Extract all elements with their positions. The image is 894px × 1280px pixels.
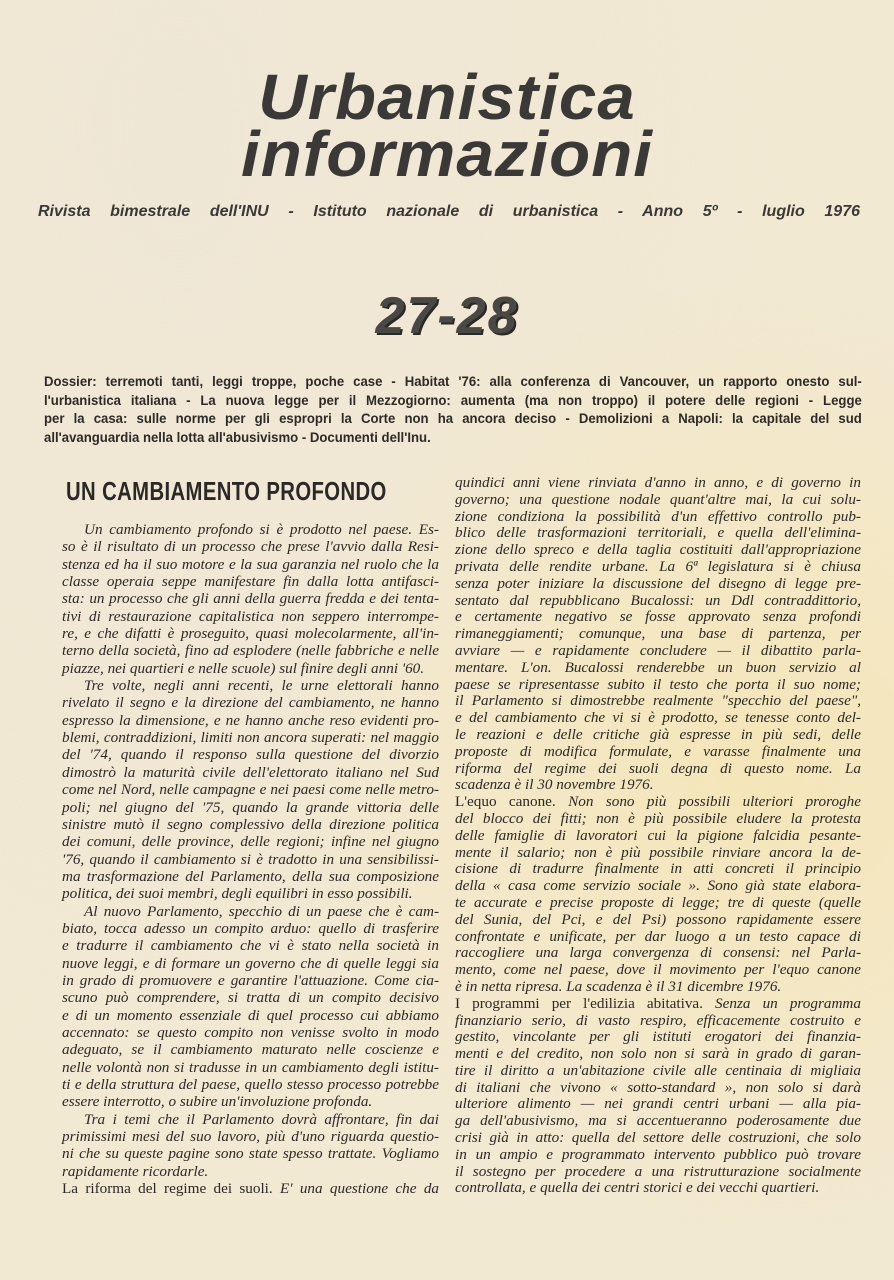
article-line-text: politica, dei suoi membri, degli equilibri in esso possibili. <box>62 885 413 903</box>
article-line <box>62 885 439 902</box>
article-line <box>62 521 439 538</box>
article-line-text: del blocco dei fitti; non è più possibile eludere la protesta <box>455 809 861 827</box>
dossier-line: all'avanguardia nella lotta all'abusivismo - Documenti dell'Inu. <box>44 428 431 445</box>
article-line <box>455 878 861 895</box>
article-line <box>62 903 439 920</box>
article-line-text: classe operaia seppe manifestare fin dalla lotta antifasci- <box>62 573 439 591</box>
article-line-text: '76, quando il cambiamento si è tradotto in una sensibilissi- <box>62 850 439 868</box>
article-line <box>62 1180 439 1197</box>
article-line-text: scadenza è il 30 novembre 1976. <box>455 776 654 794</box>
article-line-text: Tra i temi che il Parlamento dovrà affrontare, fin dai <box>84 1110 439 1128</box>
article-line <box>62 556 439 573</box>
article-line-text: rapidamente ricordarle. <box>62 1162 209 1180</box>
article-line <box>455 643 861 660</box>
article-line <box>455 559 861 576</box>
article-line <box>455 1046 861 1063</box>
article-line-text: e di un momento essenziale di quel processo cui abbiamo <box>62 1006 439 1024</box>
article-line <box>455 1063 861 1080</box>
article-line-text: il sostegno per procedere a una ristrutturazione socialmente <box>455 1162 861 1180</box>
article-line-text: ulteriore alimento — nei grandi centri urbani — alla pia- <box>455 1095 861 1113</box>
article-line <box>62 799 439 816</box>
masthead-subtitle: Rivista bimestrale dell'INU - Istituto nazionale di urbanistica - Anno 5º - luglio 1976 <box>38 203 860 220</box>
article-line <box>62 712 439 729</box>
article-line <box>455 1029 861 1046</box>
article-line-text: Non sono più possibili ulteriori proroghe <box>555 793 861 811</box>
article-line <box>455 761 861 778</box>
masthead-title-line1: Urbanistica <box>258 61 636 133</box>
dossier-summary <box>44 372 862 446</box>
article-line <box>455 811 861 828</box>
article-line <box>62 764 439 781</box>
article-line-text: raccogliere una larga convergenza di consensi: nel Parla- <box>455 944 861 962</box>
article-line <box>62 642 439 659</box>
article-line-text: rimaneggiamenti; comunque, una base di partenza, per <box>455 625 861 643</box>
article-line-text: senza poter iniziare la discussione del disegno di legge pre- <box>455 574 861 592</box>
article-line <box>62 1111 439 1128</box>
article-line-text: poli; nel giugno del '75, quando la grande vittoria delle <box>62 798 439 816</box>
article-line <box>455 945 861 962</box>
article-line-text: paese se ripresentasse subito il testo che porta il suo nome; <box>455 675 861 693</box>
article-line-text: piazze, nei quartieri e nelle scuole) sul finire degli anni '60. <box>62 659 425 677</box>
article-line-text: accennato: se questo compito non venisse svolto in modo <box>62 1023 439 1041</box>
article-line-text: sentato dal repubblicano Bucalossi: un Ddl contraddittorio, <box>455 591 861 609</box>
paragraph-lead-in: L'equo canone. <box>455 793 556 811</box>
article-line <box>62 538 439 555</box>
masthead-title-line2: informazioni <box>240 118 654 190</box>
article-line <box>455 777 861 794</box>
article-line <box>62 608 439 625</box>
article-line-text: Al nuovo Parlamento, specchio di un paese che è cam- <box>84 902 439 920</box>
article-line-text: blico delle trasformazioni territoriali, e quella dell'elimina- <box>455 524 861 542</box>
article-line-text: tivi di restaurazione capitalistica non seppero interrompe- <box>62 607 439 625</box>
article-line-text: scuno può comprendere, si tratta di un compito decisivo <box>62 989 439 1007</box>
article-right-column <box>455 475 861 1197</box>
article-line <box>455 962 861 979</box>
article-line <box>62 1093 439 1110</box>
article-line-text: delle famiglie di lavoratori cui la pigione falcidia pesante- <box>455 826 861 844</box>
dossier-line: Dossier: terremoti tanti, leggi troppe, poche case - Habitat '76: alla conferenza di Vancouver, un rapporto onesto sul- <box>44 373 862 389</box>
article-line-text: adeguato, se il cambiamento maturato nelle coscienze e <box>62 1041 439 1059</box>
article-line-text: proposte di modifica formulate, e varasse finalmente una <box>455 742 861 760</box>
article-line <box>62 677 439 694</box>
article-line <box>455 828 861 845</box>
article-line <box>455 845 861 862</box>
article-line-text: avviare — e rapidamente concludere — il dibattito parla- <box>455 641 861 659</box>
article-line-text: di italiani che vivono « sotto-standard », non solo si darà <box>455 1078 861 1096</box>
article-line-text: ni che su queste pagine sono state spesso trattate. Vogliamo <box>62 1145 439 1163</box>
article-line-text: e del cambiamento che vi si è prodotto, se tenesse conto del- <box>455 709 861 727</box>
article-line <box>455 1113 861 1130</box>
article-line <box>455 929 861 946</box>
article-line <box>62 868 439 885</box>
article-line-text: e tradurre il cambiamento che vi è stato nella società in <box>62 937 439 955</box>
article-line-text: espresso la dimensione, e ne hanno anche reso evidenti pro- <box>62 711 439 729</box>
article-line <box>62 1076 439 1093</box>
article-line <box>455 710 861 727</box>
article-line-text: zione dello spreco e della taglia costituiti dall'appropriazione <box>455 541 861 559</box>
article-line-text: come nel Nord, nelle campagne e nei paesi come nelle metro- <box>62 781 439 799</box>
article-line <box>62 1024 439 1041</box>
article-line <box>62 972 439 989</box>
article-line-text: tire il diritto a un'abitazione civile alle centinaia di migliaia <box>455 1061 861 1079</box>
article-line-text: dei comuni, delle province, delle regioni; infine nel giugno <box>62 833 439 851</box>
article-line <box>455 895 861 912</box>
article-line <box>455 979 861 996</box>
article-line <box>62 1128 439 1145</box>
article-line <box>455 1164 861 1181</box>
article-line-text: gestito, vincolante per gli istituti erogatori dei finanzia- <box>455 1028 861 1046</box>
dossier-line: l'urbanistica italiana - La nuova legge per il Mezzogiorno: aumenta (ma non troppo) il potere delle regioni - Legge <box>44 391 862 408</box>
article-line-text: mentare. L'on. Bucalossi renderebbe un buon servizio al <box>455 658 861 676</box>
article-line <box>455 609 861 626</box>
article-line-text: governo; una questione nodale quant'altre mai, la cui solu- <box>455 490 861 508</box>
article-line-text: crisi già in atto: quella del settore delle costruzioni, che solo <box>455 1129 861 1147</box>
article-line-text: cisione di tradurre finalmente in atti concreti il principio <box>455 860 861 878</box>
paragraph-lead-in: La riforma del regime dei suoli. <box>62 1180 273 1198</box>
article-line-text: mente il salario; non è più possibile rinviare ancora la de- <box>455 843 861 861</box>
article-line-text: te accurate e precise proposte di legge; tre di queste (quelle <box>455 893 861 911</box>
article-line <box>455 475 861 492</box>
article-line-text: so è il risultato di un processo che prese l'avvio dalla Resi- <box>62 538 439 556</box>
article-line <box>62 694 439 711</box>
article-line-text: E' una questione che da <box>272 1180 440 1198</box>
article-line-text: biato, tocca adesso un compito arduo: quello di trasferire <box>62 919 439 937</box>
article-line-text: zione condiziona la possibilità d'un effettivo controllo pub- <box>455 507 861 525</box>
article-line <box>62 920 439 937</box>
article-line <box>455 509 861 526</box>
article-line <box>62 1145 439 1162</box>
article-line-text: controllata, e quella dei centri storici e dei vecchi quartieri. <box>455 1179 820 1197</box>
article-line <box>62 660 439 677</box>
article-line <box>455 693 861 710</box>
article-line <box>455 1180 861 1197</box>
article-line-text: Un cambiamento profondo si è prodotto nel paese. Es- <box>84 521 439 538</box>
article-line <box>62 955 439 972</box>
article-line-text: ti e della struttura del paese, quello stesso processo potrebbe <box>62 1076 439 1093</box>
article-line <box>455 677 861 694</box>
article-line-text: sta: un processo che gli anni della guerra fredda e dei tenta- <box>62 590 439 608</box>
article-line <box>455 542 861 559</box>
article-line <box>455 626 861 643</box>
article-line <box>62 729 439 746</box>
article-line <box>455 794 861 811</box>
article-line <box>62 816 439 833</box>
article-line <box>62 1041 439 1058</box>
article-line <box>455 1096 861 1113</box>
paragraph-lead-in: I programmi per l'edilizia abitativa. <box>455 994 703 1012</box>
article-line-text: è in netta ripresa. La scadenza è il 31 dicembre 1976. <box>455 977 782 995</box>
article-line <box>455 1147 861 1164</box>
article-line <box>455 660 861 677</box>
article-line-text: Tre volte, negli anni recenti, le urne elettorali hanno <box>84 677 439 695</box>
article-line <box>455 576 861 593</box>
dossier-line: per la casa: sulle norme per gli espropri la Corte non ha ancora deciso - Demolizioni a Napoli: la capitale del sud <box>44 410 862 426</box>
article-line <box>62 625 439 642</box>
article-line-text: confrontate e unificate, per dar luogo a un testo capace di <box>455 927 861 945</box>
article-line <box>455 996 861 1013</box>
article-line-text: re, e che difatti è proseguito, quasi molecolarmente, all'in- <box>62 625 439 643</box>
article-line-text: nelle volontà non si tradusse in un cambiamento degli istitu- <box>62 1058 439 1076</box>
article-line <box>455 744 861 761</box>
article-line <box>455 593 861 610</box>
article-line <box>62 1059 439 1076</box>
article-line <box>455 525 861 542</box>
article-line <box>62 1163 439 1180</box>
article-line <box>455 727 861 744</box>
article-line-text: stenza ed ha il suo motore e la sua garanzia nel ruolo che la <box>62 555 439 573</box>
article-line <box>455 1013 861 1030</box>
article-line <box>455 912 861 929</box>
article-line-text: il Parlamento si dimostrebbe realmente "specchio del paese", <box>455 692 861 710</box>
article-line-text: mento, come nel paese, dove il movimento per l'equo canone <box>455 961 861 979</box>
article-line-text: della « casa come servizio sociale ». Sono già state elabora- <box>455 877 861 895</box>
article-line-text: nuove leggi, e di formare un governo che di quelle leggi sia <box>62 954 439 972</box>
article-line <box>62 937 439 954</box>
article-line <box>62 573 439 590</box>
article-line-text: rivelato il segno e la direzione del cambiamento, ne hanno <box>62 694 439 712</box>
article-line-text: del '74, quando il responso sulla questione del divorzio <box>62 746 439 764</box>
article-line-text: e certamente negativo se fosse approvato senza profondi <box>455 608 861 626</box>
article-line-text: ga dell'abusivismo, ma si accentueranno poderosamente due <box>455 1112 861 1130</box>
article-line-text: blemi, contraddizioni, limiti non ancora superati: nel maggio <box>62 729 439 747</box>
article-line-text: ma trasformazione del Parlamento, della sua composizione <box>62 867 439 885</box>
article-line <box>455 861 861 878</box>
article-line-text: privata delle rendite urbane. La 6ª legislatura si è chiusa <box>455 557 861 575</box>
article-line-text: le reazioni e delle critiche già espresse in più sedi, delle <box>455 725 861 743</box>
article-line <box>455 1130 861 1147</box>
article-line-text: finanziario serio, di vasto respiro, efficacemente costruito e <box>455 1011 861 1029</box>
article-line-text: del Sunia, del Pci, e del Psi) possono rapidamente essere <box>455 910 861 928</box>
article-left-column <box>62 521 439 1197</box>
article-line-text: riforma del regime dei suoli degna di questo nome. La <box>455 759 861 777</box>
article-line-text: essere interrotto, o subire un'involuzione profonda. <box>62 1093 373 1111</box>
article-line-text: terno della società, fino ad esplodere (nelle fabbriche e nelle <box>62 642 439 660</box>
article-line <box>62 1007 439 1024</box>
article-line <box>62 989 439 1006</box>
article-line <box>62 590 439 607</box>
article-headline: UN CAMBIAMENTO PROFONDO <box>66 476 387 506</box>
article-line <box>62 833 439 850</box>
article-line-text: menti e del credito, non solo non si sarà in grado di garan- <box>455 1045 861 1063</box>
article-line-text: primissimi mesi del suo lavoro, più d'uno riguarda questio- <box>62 1128 439 1146</box>
issue-number: 27-28 <box>375 287 519 345</box>
article-line-text: quindici anni viene rinviata d'anno in anno, e di governo in <box>455 474 861 491</box>
article-line <box>62 851 439 868</box>
article-line-text: in un ampio e programmato intervento pubblico può trovare <box>455 1145 861 1163</box>
article-line-text: sinistre mutò il segno complessivo della direzione politica <box>62 815 439 833</box>
article-line-text: Senza un programma <box>702 994 861 1012</box>
article-line <box>62 746 439 763</box>
article-line-text: in grado di promuovere e garantire l'attuazione. Come cia- <box>62 971 439 989</box>
article-line <box>62 781 439 798</box>
article-line <box>455 1080 861 1097</box>
article-line <box>455 492 861 509</box>
article-line-text: dimostrò la maturità civile dell'elettorato italiano nel Sud <box>62 763 439 781</box>
